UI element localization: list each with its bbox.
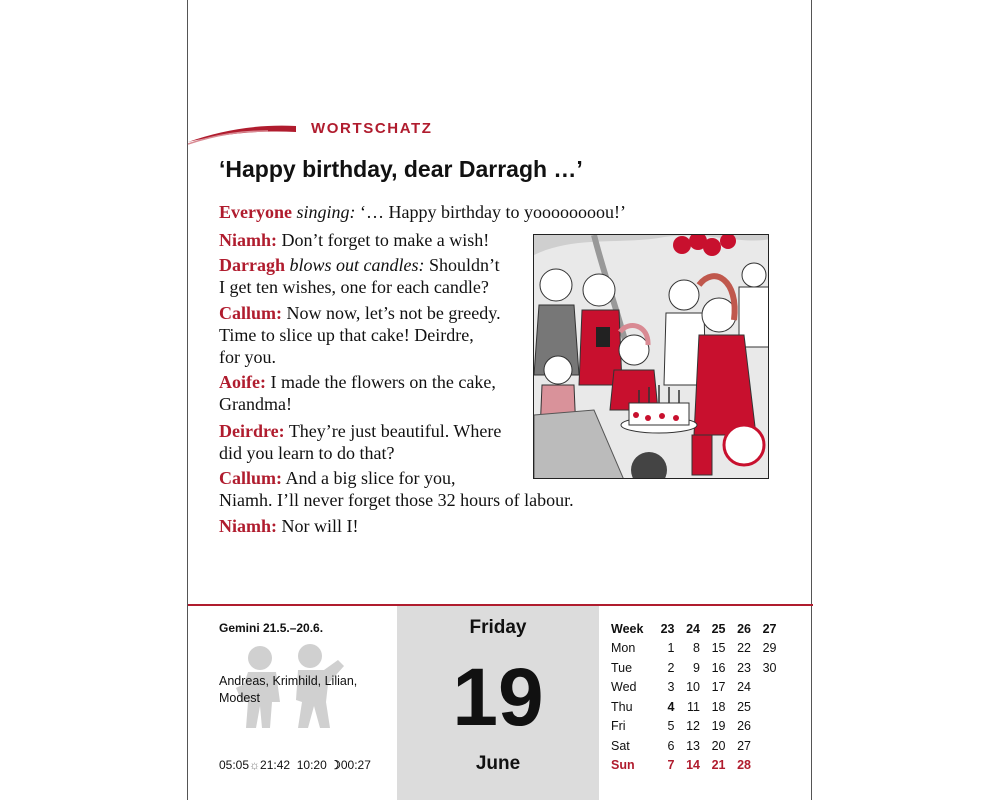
weekday-label: Mon (611, 641, 636, 656)
date-cell: 3 (667, 680, 675, 695)
date-cell: 6 (667, 738, 675, 753)
dialogue-text: Time to slice up that cake! Deirdre, (219, 325, 474, 345)
swoosh-decoration (188, 118, 298, 148)
date-cell: 4 (667, 699, 675, 714)
dialogue-line (219, 201, 626, 223)
speaker-name: Niamh: (219, 516, 277, 536)
date-cell: 11 (687, 699, 700, 714)
calendar-day-row (611, 639, 777, 659)
dialogue-line (219, 254, 500, 298)
speaker-name: Callum: (219, 303, 282, 323)
moonset-time: 00:27 (340, 758, 371, 772)
zodiac-sign: Gemini 21.5.–20.6. (219, 621, 324, 635)
calendar-day-row (611, 658, 777, 678)
date-cell: 17 (711, 680, 726, 695)
date-cell: 15 (711, 641, 726, 656)
week-number: 24 (686, 621, 700, 636)
speaker-name: Darragh (219, 255, 285, 275)
dialog-title: ‘Happy birthday, dear Darragh …’ (219, 156, 583, 182)
date-cell: 13 (686, 738, 700, 753)
date-cell: 10 (686, 680, 700, 695)
date-cell: 21 (711, 758, 726, 773)
date-cell: 30 (762, 660, 777, 675)
week-number: 26 (737, 621, 751, 636)
date-cell: 2 (667, 660, 675, 675)
sun-icon: ☼ (249, 758, 261, 772)
weekday-label: Thu (611, 699, 633, 714)
week-number: 23 (660, 621, 675, 636)
name-days: Andreas, Krimhild, Lilian, Modest (219, 674, 358, 705)
calendar-day-row (611, 697, 777, 717)
week-number: 25 (711, 621, 726, 636)
weekday-label: Sun (611, 758, 635, 773)
week-number: 27 (762, 621, 777, 636)
dialogue-text: did you learn to do that? (219, 443, 395, 463)
dialogue-line (219, 229, 489, 251)
sunrise-time: 05:05 (219, 758, 250, 772)
date-cell: 16 (711, 660, 726, 675)
date-cell: 28 (737, 758, 751, 773)
date-cell (751, 678, 777, 698)
date-panel (397, 606, 599, 800)
dialogue-text: They’re just beautiful. Where (284, 421, 502, 441)
stage-direction: blows out candles: (289, 255, 425, 275)
dialogue-text: Shouldn’t (424, 255, 500, 275)
dialogue-line (219, 420, 501, 464)
dialogue-text: I get ten wishes, one for each candle? (219, 277, 489, 297)
dialogue-text: I made the flowers on the cake, (265, 372, 496, 392)
weekday-label: Fri (611, 719, 626, 734)
month-calendar (611, 619, 777, 775)
dialogue-text: Now now, let’s not be greedy. (282, 303, 501, 323)
calendar-page (187, 0, 812, 800)
date-cell: 25 (737, 699, 751, 714)
date-cell: 23 (737, 660, 751, 675)
dialogue-text: ‘… Happy birthday to yoooooooou!’ (355, 202, 626, 222)
weekday-label: Sat (611, 738, 630, 753)
date-cell: 24 (737, 680, 751, 695)
dialogue-text: Niamh. I’ll never forget those 32 hours of labour. (219, 490, 574, 510)
date-cell: 19 (711, 719, 726, 734)
date-cell: 1 (667, 641, 675, 656)
speaker-name: Niamh: (219, 230, 277, 250)
date-cell (751, 756, 777, 776)
dialogue-text: Grandma! (219, 394, 292, 414)
speaker-name: Callum: (219, 468, 282, 488)
speaker-name: Deirdre: (219, 421, 285, 441)
calendar-week-row (611, 619, 777, 639)
sun-moon-times (219, 758, 371, 772)
date-cell: 8 (693, 641, 700, 656)
calendar-sunday-row (611, 756, 777, 776)
speaker-name: Aoife: (219, 372, 266, 392)
date-cell: 27 (737, 738, 751, 753)
date-cell: 26 (737, 719, 751, 734)
moonrise-time: 10:20 (296, 758, 327, 772)
date-cell: 29 (762, 641, 777, 656)
calendar-day-row (611, 736, 777, 756)
dialogue-text: And a big slice for you, (282, 468, 456, 488)
date-cell: 18 (711, 699, 726, 714)
dialogue-line (219, 515, 358, 537)
stage-direction: singing: (296, 202, 356, 222)
dialogue-text: Don’t forget to make a wish! (277, 230, 490, 250)
dialogue-text: for you. (219, 347, 276, 367)
day-number: 19 (452, 652, 544, 743)
dialogue-line (219, 371, 496, 415)
date-cell: 12 (686, 719, 700, 734)
date-cell: 14 (686, 758, 700, 773)
speaker-name: Everyone (219, 202, 292, 222)
sunset-time: 21:42 (260, 758, 291, 772)
date-cell: 7 (667, 758, 675, 773)
weekday-label: Tue (611, 660, 633, 675)
dialogue-text: Nor will I! (277, 516, 359, 536)
date-cell: 9 (693, 660, 700, 675)
date-cell (751, 717, 777, 737)
calendar-day-row (611, 678, 777, 698)
section-label: WORTSCHATZ (311, 120, 433, 137)
dialogue-line (219, 467, 574, 511)
date-cell: 20 (711, 738, 726, 753)
moon-icon: ☽ (330, 758, 341, 772)
date-cell (751, 736, 777, 756)
week-label: Week (611, 621, 644, 636)
date-cell: 22 (737, 641, 751, 656)
party-scene-drawing (534, 235, 769, 479)
dialogue-line (219, 302, 501, 368)
weekday: Friday (469, 617, 527, 638)
date-cell (751, 697, 777, 717)
date-cell: 5 (667, 719, 675, 734)
birthday-party-illustration (533, 234, 769, 479)
month: June (475, 753, 521, 774)
weekday-label: Wed (611, 680, 637, 695)
calendar-day-row (611, 717, 777, 737)
